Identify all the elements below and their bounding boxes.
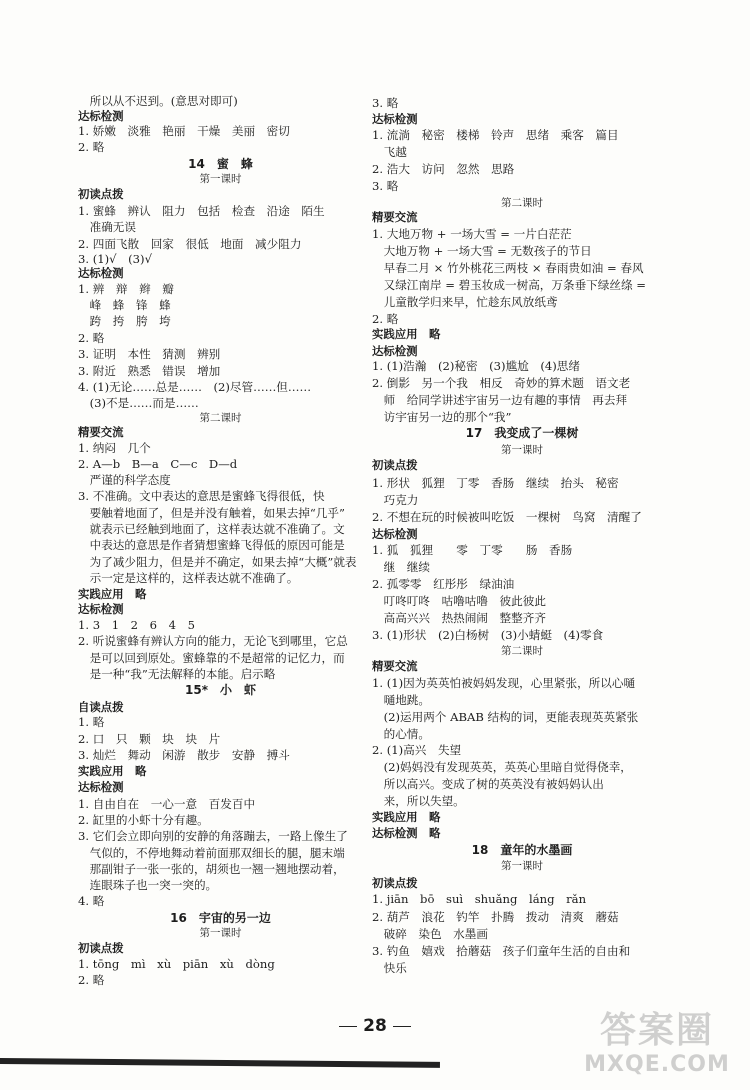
answer-line: 飞越 <box>372 145 407 159</box>
answer-line: (2)妈妈没有发现英英，英英心里暗自觉得侥幸， <box>372 760 632 774</box>
section-heading: 实践应用 略 <box>372 810 441 824</box>
answer-line: 访宇宙另一边的那个“我” <box>372 410 512 424</box>
answer-line: 叮咚叮咚 咕噜咕噜 彼此彼此 <box>372 594 546 608</box>
lesson-period: 第二课时 <box>501 645 543 657</box>
section-heading: 实践应用 略 <box>372 327 441 341</box>
answer-line: 1. 狐 狐狸 零 丁零 肠 香肠 <box>372 543 573 557</box>
lesson-title: 17 我变成了一棵树 <box>465 426 579 440</box>
section-heading: 初读点拨 <box>372 458 418 472</box>
answer-line: 的心情。 <box>372 727 430 741</box>
lesson-period: 第一课时 <box>199 173 242 185</box>
answer-line: 3. 附近 熟悉 错误 增加 <box>78 364 221 378</box>
answer-line: 师 给同学讲述宇宙另一边有趣的事情 再去拜 <box>372 393 628 407</box>
answer-line: 2. 缸里的小虾十分有趣。 <box>78 813 209 827</box>
answer-line: 2. 略 <box>372 312 399 326</box>
answer-line: 1. jiān bō suì shuǎng láng rǎn <box>372 892 587 906</box>
answer-line: 2. 葫芦 浪花 钓竿 扑腾 拨动 清爽 蘑菇 <box>372 910 619 924</box>
section-heading: 实践应用 略 <box>78 587 147 601</box>
answer-line: 所以从不迟到。(意思对即可) <box>78 94 238 108</box>
lesson-period: 第二课时 <box>199 412 242 424</box>
answer-line: (3)不是……而是…… <box>78 396 199 410</box>
answer-line: 3. 它们会立即向别的安静的角落蹦去，一路上像生了 <box>78 829 348 843</box>
answer-line: 2. 孤零零 红彤彤 绿油油 <box>372 577 515 591</box>
section-heading: 达标检测 <box>78 780 124 794</box>
answer-line: 2. 不想在玩的时候被叫吃饭 一棵树 鸟窝 清醒了 <box>372 510 642 524</box>
answer-line: 1. 娇嫩 淡雅 艳丽 干燥 美丽 密切 <box>78 124 290 138</box>
answer-line: 高高兴兴 热热闹闹 整整齐齐 <box>372 611 546 625</box>
section-heading: 达标检测 <box>78 109 124 123</box>
answer-line: 大地万物 + 一场大雪 = 无数孩子的节日 <box>372 244 592 258</box>
section-heading: 初读点拨 <box>372 876 418 890</box>
answer-line: 嗵地跳。 <box>372 693 430 707</box>
section-heading: 自读点拨 <box>78 700 124 714</box>
answer-line: 3. (1)√ (3)√ <box>78 252 152 266</box>
section-heading: 实践应用 略 <box>78 764 147 778</box>
answer-line: 2. 略 <box>78 331 105 345</box>
answer-line: 2. 听说蜜蜂有辨认方向的能力，无论飞到哪里，它总 <box>78 634 348 648</box>
answer-line: 那副钳子一张一张的，胡须也一翘一翘地摆动着， <box>78 862 345 876</box>
answer-line: 是一种“我”无法解释的本能。启示略 <box>78 667 276 681</box>
section-heading: 精要交流 <box>372 659 418 673</box>
watermark-line2: MXQE.COM <box>584 1052 730 1077</box>
answer-line: 3. 不准确。文中表达的意思是蜜蜂飞得很低，快 <box>78 489 325 503</box>
page-number-text: 28 <box>363 1016 387 1036</box>
answer-line: 3. (1)形状 (2)白杨树 (3)小蜻蜓 (4)零食 <box>372 628 604 642</box>
section-heading: 达标检测 <box>372 527 418 541</box>
answer-line: 2. 四面飞散 回家 很低 地面 减少阻力 <box>78 237 302 251</box>
lesson-title: 15* 小 虾 <box>185 683 256 697</box>
answer-line: 3. 证明 本性 猜测 辨别 <box>78 347 221 361</box>
lesson-title: 16 宇宙的另一边 <box>170 911 271 925</box>
answer-line: 破碎 染色 水墨画 <box>372 927 488 941</box>
answer-line: 3. 灿烂 舞动 闲游 散步 安静 搏斗 <box>78 748 290 762</box>
answer-line: 1. (1)浩瀚 (2)秘密 (3)尴尬 (4)思绪 <box>372 359 580 373</box>
answer-line: 1. 大地万物 + 一场大雪 = 一片白茫茫 <box>372 227 572 241</box>
lesson-period: 第一课时 <box>501 860 543 872</box>
answer-line: 1. 流淌 秘密 楼梯 铃声 思绪 乘客 篇目 <box>372 128 619 142</box>
watermark-logo <box>572 1010 742 1090</box>
section-heading: 精要交流 <box>78 425 124 439</box>
answer-line: 2. 浩大 访问 忽然 思路 <box>372 162 515 176</box>
lesson-period: 第一课时 <box>501 444 543 456</box>
section-heading: 初读点拨 <box>78 941 124 955</box>
answer-line: 2. 口 只 颗 块 块 片 <box>78 732 221 746</box>
answer-line: 4. (1)无论……总是…… (2)尽管……但…… <box>78 380 312 394</box>
lesson-title: 14 蜜 蜂 <box>188 157 253 171</box>
answer-line: 示一定是这样的，这样表达就不准确了。 <box>78 571 299 585</box>
answer-line: 1. 蜜蜂 辨认 阻力 包括 检查 沿途 陌生 <box>78 204 325 218</box>
answer-line: 2. A—b B—a C—c D—d <box>78 457 238 471</box>
page-edge-shadow <box>0 1058 440 1068</box>
section-heading: 达标检测 略 <box>372 826 441 840</box>
answer-line: 快乐 <box>372 961 407 975</box>
section-heading: 达标检测 <box>78 266 124 280</box>
answer-line: 又绿江南岸 = 碧玉妆成一树高，万条垂下绿丝绦 = <box>372 278 646 292</box>
answer-line: 为了减少阻力，但是并不确定，如果去掉“大概”就表 <box>78 555 357 569</box>
answer-line: 跨 挎 胯 垮 <box>78 314 171 328</box>
answer-line: 继 继续 <box>372 560 430 574</box>
answer-line: 1. 3 1 2 6 4 5 <box>78 618 195 632</box>
watermark-line1: 答案圈 <box>599 1010 714 1051</box>
answer-line: 3. 略 <box>372 179 399 193</box>
answer-line: 4. 略 <box>78 894 105 908</box>
answer-line: 峰 蜂 锋 蜂 <box>78 298 171 312</box>
answer-line: 严谨的科学态度 <box>78 473 171 487</box>
answer-line: 连眼珠子也一突一突的。 <box>78 878 218 892</box>
answer-line: 气似的，不停地舞动着前面那双细长的腿，腿末端 <box>78 846 345 860</box>
answer-line: (2)运用两个 ABAB 结构的词，更能表现英英紧张 <box>372 710 639 724</box>
section-heading: 达标检测 <box>372 112 418 126</box>
answer-line: 1. 略 <box>78 715 105 729</box>
answer-line: 就表示已经触到地面了，这样表达就不准确了。文 <box>78 522 345 536</box>
answer-line: 1. (1)因为英英怕被妈妈发现，心里紧张，所以心嗵 <box>372 676 636 690</box>
section-heading: 达标检测 <box>372 344 418 358</box>
section-heading: 精要交流 <box>372 210 418 224</box>
answer-line: 早春二月 × 竹外桃花三两枝 × 春雨贵如油 = 春风 <box>372 261 644 275</box>
lesson-period: 第二课时 <box>501 197 543 209</box>
lesson-title: 18 童年的水墨画 <box>471 843 573 857</box>
lesson-period: 第一课时 <box>199 927 242 939</box>
answer-line: 来，所以失望。 <box>372 794 465 808</box>
answer-line: 2. 倒影 另一个我 相反 奇妙的算术题 语文老 <box>372 376 631 390</box>
answer-line: 中表达的意思是作者猜想蜜蜂飞得低的原因可能是 <box>78 538 345 552</box>
answer-line: 是可以回到原处。蜜蜂靠的不是超常的记忆力，而 <box>78 651 345 665</box>
section-heading: 初读点拨 <box>78 187 124 201</box>
answer-line: 所以高兴。变成了树的英英没有被妈妈认出 <box>372 777 604 791</box>
answer-line: 巧克力 <box>372 493 419 507</box>
answer-line: 3. 钓鱼 嬉戏 拾蘑菇 孩子们童年生活的自由和 <box>372 944 631 958</box>
answer-line: 1. 形状 狐狸 丁零 香肠 继续 抬头 秘密 <box>372 476 619 490</box>
answer-line: 要触着地面了，但是并没有触着，如果去掉“几乎” <box>78 506 345 520</box>
answer-line: 准确无误 <box>78 220 136 234</box>
answer-line: 2. 略 <box>78 140 105 154</box>
answer-line: 2. 略 <box>78 973 105 987</box>
section-heading: 达标检测 <box>78 602 124 616</box>
answer-line: 1. 纳闷 几个 <box>78 441 151 455</box>
answer-line: 1. tōng mì xù piān xù dòng <box>78 957 275 971</box>
answer-line: 1. 辨 辩 辫 瓣 <box>78 282 174 296</box>
answer-line: 1. 自由自在 一心一意 百发百中 <box>78 797 256 811</box>
answer-line: 儿童散学归来早，忙趁东风放纸鸢 <box>372 295 558 309</box>
answer-line: 2. (1)高兴 失望 <box>372 743 462 757</box>
answer-line: 3. 略 <box>372 96 399 110</box>
